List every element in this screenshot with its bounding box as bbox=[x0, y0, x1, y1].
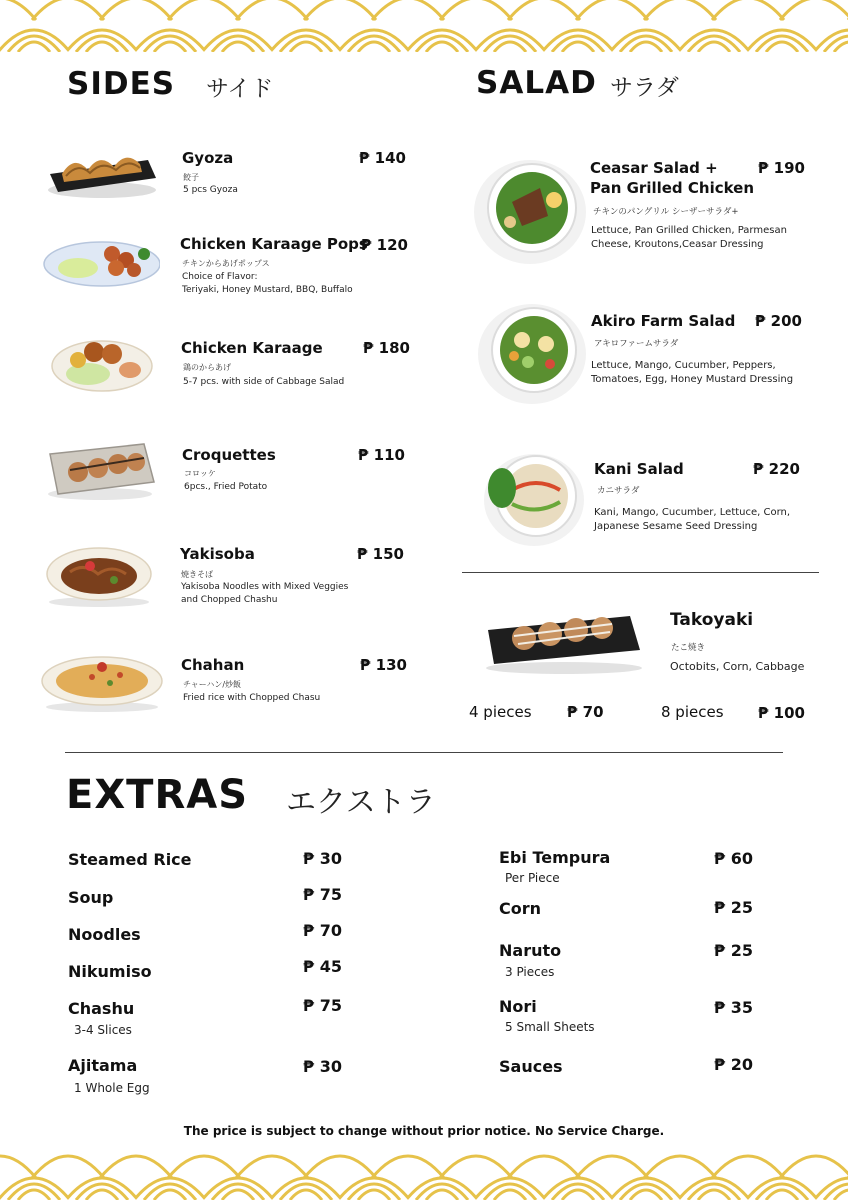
croquettes-image bbox=[44, 438, 158, 506]
salad-item-name: Ceasar Salad + Pan Grilled Chicken bbox=[590, 159, 755, 197]
extra-item-sub: 3-4 Slices bbox=[74, 1023, 132, 1037]
top-wave-pattern bbox=[0, 0, 848, 52]
extras-divider bbox=[65, 752, 783, 753]
extra-item-name: Nori bbox=[499, 997, 537, 1016]
side-item-price: ₱ 130 bbox=[360, 656, 407, 674]
extra-item-name: Ajitama bbox=[68, 1056, 138, 1075]
salad-divider bbox=[462, 572, 819, 573]
salad-item-jp: アキロファームサラダ bbox=[594, 339, 679, 349]
side-item-desc: Fried rice with Chopped Chasu bbox=[183, 693, 321, 703]
extra-item-name: Steamed Rice bbox=[68, 850, 192, 869]
extra-item-price: ₱ 25 bbox=[714, 941, 753, 960]
salad-item-name: Akiro Farm Salad bbox=[591, 312, 736, 330]
takoyaki-option-4-price: ₱ 70 bbox=[567, 703, 604, 721]
extra-item-price: ₱ 30 bbox=[303, 849, 342, 868]
extra-item-price: ₱ 30 bbox=[303, 1057, 342, 1076]
extra-item-price: ₱ 35 bbox=[714, 998, 753, 1017]
side-item-price: ₱ 140 bbox=[359, 149, 406, 167]
extra-item-sub: Per Piece bbox=[505, 871, 560, 885]
sides-title-jp: サイド bbox=[206, 76, 274, 102]
takoyaki-option-8-price: ₱ 100 bbox=[758, 704, 805, 722]
side-item-price: ₱ 110 bbox=[358, 446, 405, 464]
ceasar-salad-image bbox=[470, 150, 590, 272]
salad-title-jp: サラダ bbox=[610, 75, 679, 101]
salad-item-desc: Lettuce, Pan Grilled Chicken, Parmesan Cheese, Kroutons,Ceasar Dressing bbox=[591, 225, 787, 250]
price-notice: The price is subject to change without prior notice. No Service Charge. bbox=[183, 1124, 665, 1138]
extra-item-price: ₱ 25 bbox=[714, 898, 753, 917]
side-item-jp: 焼きそば bbox=[181, 570, 213, 579]
extra-item-price: ₱ 70 bbox=[303, 921, 342, 940]
side-item-jp: コロッケ bbox=[184, 469, 216, 478]
salad-item-price: ₱ 200 bbox=[755, 312, 802, 330]
takoyaki-option-4-label: 4 pieces bbox=[469, 703, 532, 721]
takoyaki-jp: たこ焼き bbox=[671, 643, 706, 653]
side-item-desc: 5-7 pcs. with side of Cabbage Salad bbox=[183, 377, 345, 387]
extra-item-sub: 3 Pieces bbox=[505, 965, 555, 979]
side-item-name: Chicken Karaage Pops bbox=[180, 235, 368, 253]
extra-item-price: ₱ 20 bbox=[714, 1055, 753, 1074]
akiro-farm-salad-image bbox=[472, 296, 590, 412]
extra-item-price: ₱ 60 bbox=[714, 849, 753, 868]
side-item-desc: 6pcs., Fried Potato bbox=[184, 482, 268, 492]
salad-item-jp: カニサラダ bbox=[597, 486, 640, 496]
salad-item-jp: チキンのパングリル シーザーサラダ+ bbox=[593, 207, 739, 217]
salad-item-price: ₱ 190 bbox=[758, 159, 805, 177]
takoyaki-option-8-label: 8 pieces bbox=[661, 703, 724, 721]
takoyaki-name: Takoyaki bbox=[670, 610, 754, 630]
gyoza-image bbox=[44, 140, 159, 204]
yakisoba-image bbox=[44, 542, 154, 612]
side-item-name: Yakisoba bbox=[180, 545, 255, 563]
side-item-price: ₱ 150 bbox=[357, 545, 404, 563]
side-item-name: Chicken Karaage bbox=[181, 339, 323, 357]
salad-title: SALAD bbox=[476, 65, 597, 101]
side-item-name: Gyoza bbox=[182, 149, 234, 167]
extra-item-name: Naruto bbox=[499, 941, 562, 960]
extra-item-name: Chashu bbox=[68, 999, 135, 1018]
salad-item-price: ₱ 220 bbox=[753, 460, 800, 478]
extra-item-name: Ebi Tempura bbox=[499, 848, 611, 867]
side-item-jp: 鶏のからあげ bbox=[183, 363, 231, 372]
extras-title-jp: エクストラ bbox=[286, 785, 436, 820]
extra-item-price: ₱ 45 bbox=[303, 957, 342, 976]
chicken-karaage-pops-image bbox=[42, 230, 160, 294]
takoyaki-desc: Octobits, Corn, Cabbage bbox=[670, 660, 805, 673]
side-item-desc: Yakisoba Noodles with Mixed Veggies and Chopped Chashu bbox=[181, 582, 349, 605]
extra-item-sub: 5 Small Sheets bbox=[505, 1020, 595, 1034]
chahan-image bbox=[40, 651, 164, 717]
salad-item-desc: Lettuce, Mango, Cucumber, Peppers, Tomatoes, Egg, Honey Mustard Dressing bbox=[591, 360, 794, 385]
side-item-jp: 餃子 bbox=[183, 173, 199, 182]
extra-item-price: ₱ 75 bbox=[303, 996, 342, 1015]
side-item-desc: Choice of Flavor: Teriyaki, Honey Mustard, BBQ, Buffalo bbox=[182, 272, 353, 295]
kani-salad-image bbox=[476, 446, 586, 554]
extra-item-price: ₱ 75 bbox=[303, 885, 342, 904]
extra-item-name: Noodles bbox=[68, 925, 141, 944]
salad-item-name: Kani Salad bbox=[594, 460, 684, 478]
side-item-price: ₱ 180 bbox=[363, 339, 410, 357]
extra-item-sub: 1 Whole Egg bbox=[74, 1081, 150, 1095]
side-item-desc: 5 pcs Gyoza bbox=[183, 185, 238, 195]
extras-title: EXTRAS bbox=[66, 772, 249, 818]
sides-title: SIDES bbox=[67, 66, 176, 102]
salad-item-desc: Kani, Mango, Cucumber, Lettuce, Corn, Japanese Sesame Seed Dressing bbox=[594, 507, 791, 532]
side-item-jp: チャーハン/炒飯 bbox=[183, 680, 242, 689]
side-item-name: Chahan bbox=[181, 656, 245, 674]
extra-item-name: Sauces bbox=[499, 1057, 563, 1076]
extra-item-name: Corn bbox=[499, 899, 542, 918]
extra-item-name: Nikumiso bbox=[68, 962, 152, 981]
extra-item-name: Soup bbox=[68, 888, 114, 907]
bottom-wave-pattern bbox=[0, 1148, 848, 1200]
side-item-name: Croquettes bbox=[182, 446, 276, 464]
side-item-price: ₱ 120 bbox=[361, 236, 408, 254]
takoyaki-image bbox=[480, 600, 646, 680]
side-item-jp: チキンからあげポップス bbox=[182, 259, 270, 268]
chicken-karaage-image bbox=[50, 332, 154, 398]
